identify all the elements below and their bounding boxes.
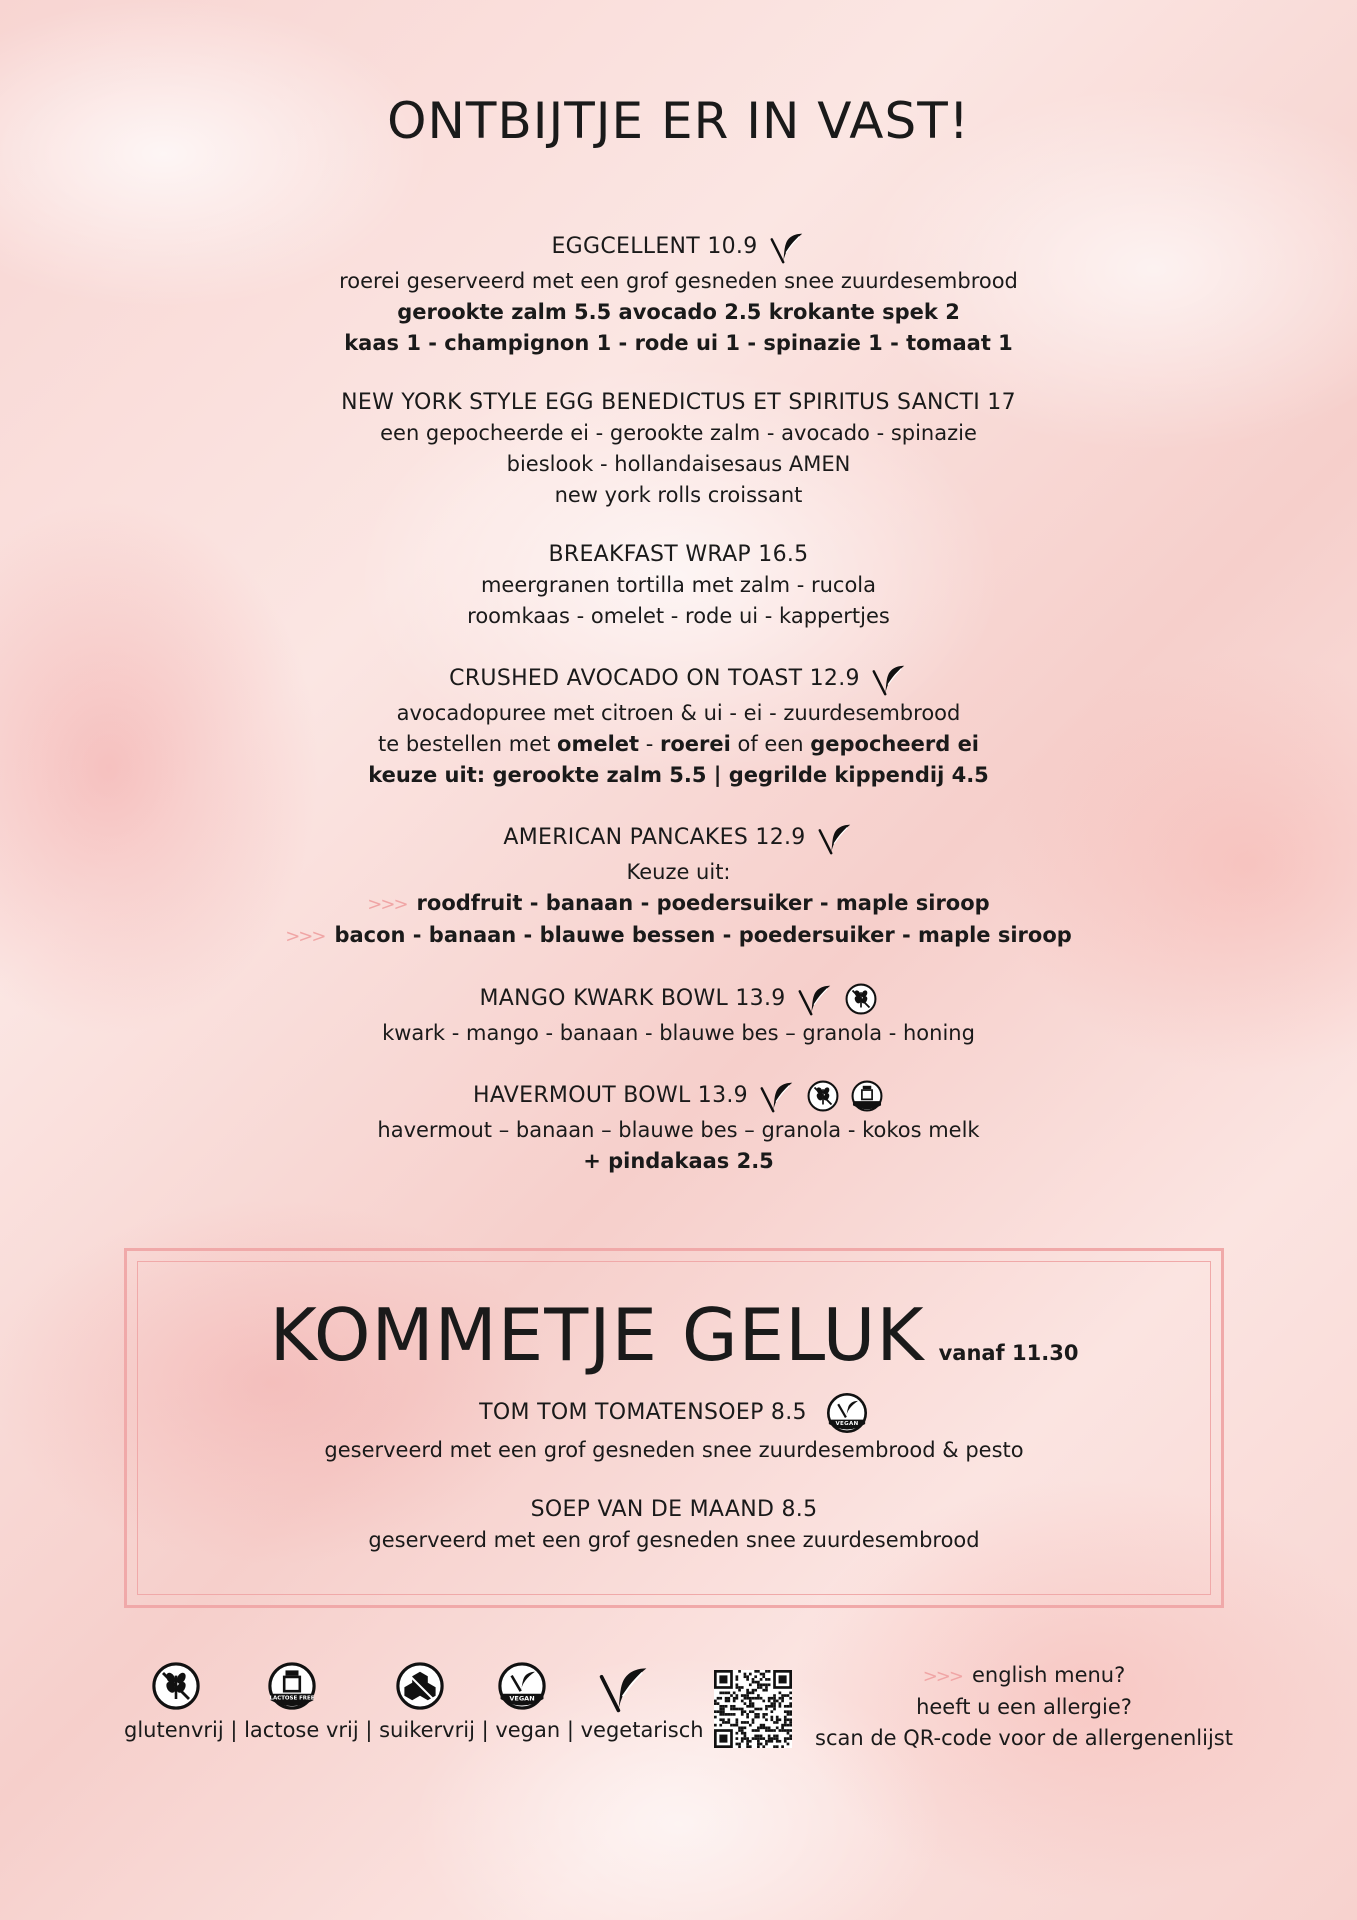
menu-item-description [0,328,1357,359]
menu-item [0,228,1357,359]
menu-item-description [0,920,1357,952]
soup-item [127,1494,1221,1556]
description-text: + pindakaas 2.5 [583,1149,774,1173]
menu-item-name: BREAKFAST WRAP 16.5 [548,542,809,567]
menu-item-description [0,570,1357,601]
description-text: een gepocheerde ei - gerookte zalm - avocado - spinazie [380,421,977,445]
menu-item-title [0,228,1357,266]
vegetarian-icon [758,1077,796,1115]
menu-item-description [0,266,1357,297]
soup-section [124,1248,1224,1608]
sugar-free-icon [394,1660,446,1712]
qr-code-graphic [714,1670,792,1748]
gluten-free-icon [844,982,878,1016]
arrow-icon: >>> [285,926,325,947]
menu-item-description [0,857,1357,888]
description-part: of een [730,732,811,756]
legend-icons [124,1660,684,1712]
svg-text:LACTOSE FREE: LACTOSE FREE [269,1695,315,1702]
menu-item-name: EGGCELLENT 10.9 [551,234,758,259]
description-text: kaas 1 - champignon 1 - rode ui 1 - spinazie 1 - tomaat 1 [344,331,1013,355]
svg-text:VEGAN: VEGAN [835,1421,859,1428]
qr-code[interactable] [714,1670,792,1748]
vegetarian-icon [596,1660,652,1716]
soup-section-header [127,1293,1221,1377]
description-text: roodfruit - banaan - poedersuiker - maple siroop [416,891,990,915]
menu-item-description [0,729,1357,760]
soup-item-description: geserveerd met een grof gesneden snee zuurdesembrood & pesto [324,1438,1024,1462]
legend-text: glutenvrij | lactose vrij | suikervrij | vegan | vegetarisch [124,1718,704,1742]
menu-item [0,819,1357,952]
gluten-free-icon [150,1660,202,1712]
lactose-free-icon [850,1079,884,1113]
soup-item-name: TOM TOM TOMATENSOEP 8.5 [479,1400,807,1425]
soup-item-title [127,1494,1221,1525]
vegetarian-icon [870,660,908,698]
page-title: ONTBIJTJE ER IN VAST! [387,92,970,150]
menu-item-description [0,1018,1357,1049]
qr-line-2: heeft u een allergie? [916,1695,1132,1719]
description-text: roerei geserveerd met een grof gesneden snee zuurdesembrood [339,269,1018,293]
menu-item-name: AMERICAN PANCAKES 12.9 [503,825,806,850]
qr-line-1: english menu? [971,1663,1126,1687]
menu-item-description [0,449,1357,480]
menu-item-name: MANGO KWARK BOWL 13.9 [479,986,786,1011]
vegetarian-icon [796,980,834,1018]
description-text: new york rolls croissant [554,483,803,507]
menu-item-title [0,539,1357,570]
vegan-icon [496,1660,548,1712]
menu-item-name: NEW YORK STYLE EGG BENEDICTUS ET SPIRITUS SANCTI 17 [341,390,1016,415]
menu-item-description [0,1115,1357,1146]
menu-item-description [0,297,1357,328]
menu-item-name: HAVERMOUT BOWL 13.9 [473,1083,748,1108]
soup-item-name: SOEP VAN DE MAAND 8.5 [530,1497,818,1522]
description-part: - [639,732,660,756]
description-text: meergranen tortilla met zalm - rucola [480,573,877,597]
menu-item-description [0,418,1357,449]
menu-item-description [0,698,1357,729]
soup-section-subtitle: vanaf 11.30 [938,1341,1079,1365]
description-text: Keuze uit: [626,860,731,884]
description-text: gerookte zalm 5.5 avocado 2.5 krokante spek 2 [397,300,960,324]
gluten-free-icon [806,1079,840,1113]
svg-text:VEGAN: VEGAN [509,1694,535,1703]
menu-item-title [0,980,1357,1018]
vegetarian-icon [768,228,806,266]
description-part: roerei [660,732,731,756]
qr-line-3: scan de QR-code voor de allergenenlijst [815,1726,1233,1750]
qr-arrow: >>> [922,1666,962,1687]
menu-item-description [0,480,1357,511]
menu-item-title [0,819,1357,857]
description-part: gepocheerd ei [810,732,980,756]
soup-item-title [127,1391,1221,1435]
description-text: keuze uit: gerookte zalm 5.5 | gegrilde kippendij 4.5 [368,763,989,787]
menu-item [0,980,1357,1049]
description-text: havermout – banaan – blauwe bes – granola - kokos melk [377,1118,980,1142]
menu-item-description [0,760,1357,791]
lactose-free-icon [266,1660,318,1712]
vegan-icon [825,1391,869,1435]
description-text: bieslook - hollandaisesaus AMEN [506,452,851,476]
qr-info [814,1660,1234,1754]
menu-item-name: CRUSHED AVOCADO ON TOAST 12.9 [449,666,860,691]
menu-item [0,660,1357,791]
menu-item [0,539,1357,632]
soup-section-title: KOMMETJE GELUK [269,1293,925,1377]
footer [124,1660,1234,1750]
description-part: te bestellen met [377,732,558,756]
menu-item [0,387,1357,511]
menu-item-description [0,601,1357,632]
vegetarian-icon [816,819,854,857]
description-text: avocadopuree met citroen & ui - ei - zuurdesembrood [396,701,961,725]
arrow-icon: >>> [367,894,407,915]
description-text: roomkaas - omelet - rode ui - kappertjes [467,604,890,628]
description-text: bacon - banaan - blauwe bessen - poedersuiker - maple siroop [334,923,1072,947]
description-part: omelet [557,732,640,756]
soup-item [127,1391,1221,1466]
description-text: kwark - mango - banaan - blauwe bes – granola - honing [382,1021,975,1045]
breakfast-menu [0,228,1357,1205]
menu-item-title [0,660,1357,698]
menu-item [0,1077,1357,1177]
menu-item-description [0,888,1357,920]
soup-item-description: geserveerd met een grof gesneden snee zuurdesembrood [368,1528,980,1552]
menu-item-description [0,1146,1357,1177]
soup-items [127,1391,1221,1584]
menu-item-title [0,1077,1357,1115]
menu-item-title [0,387,1357,418]
